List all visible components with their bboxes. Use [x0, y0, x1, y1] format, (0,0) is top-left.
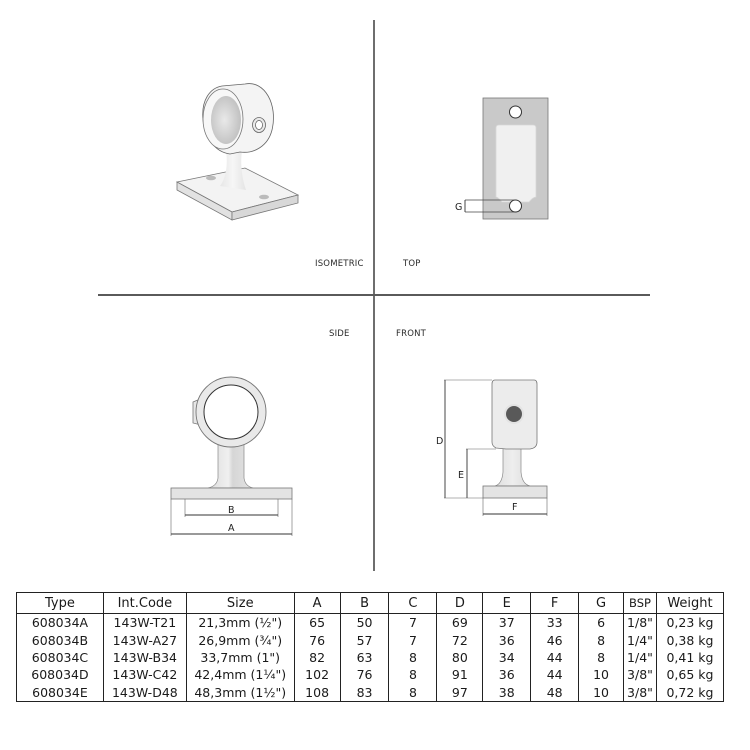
- cell-g: 6: [579, 614, 624, 632]
- cell-c: 7: [389, 631, 437, 648]
- cell-e: 37: [483, 614, 531, 632]
- top-view: [440, 80, 580, 230]
- col-header-b: B: [340, 593, 389, 614]
- dimension-b-label: B: [228, 505, 235, 516]
- cell-b: 50: [340, 614, 389, 632]
- cell-b: 83: [340, 684, 389, 702]
- cell-g: 10: [579, 666, 624, 683]
- cell-e: 38: [483, 684, 531, 702]
- cell-bsp: 1/4": [624, 649, 657, 666]
- label-front: FRONT: [396, 329, 427, 339]
- cell-d: 91: [437, 666, 483, 683]
- table-row: [17, 649, 724, 666]
- col-header-f: F: [531, 593, 579, 614]
- dimension-d-label: D: [436, 436, 444, 447]
- cell-a: 65: [294, 614, 340, 632]
- cell-bsp: 1/4": [624, 631, 657, 648]
- table-header-row: [17, 593, 724, 614]
- cell-e: 36: [483, 631, 531, 648]
- table-row: [17, 666, 724, 683]
- col-header-weight: Weight: [656, 593, 723, 614]
- cell-weight: 0,23 kg: [656, 614, 723, 632]
- table-row: [17, 631, 724, 648]
- table-row: [17, 684, 724, 702]
- cell-c: 8: [389, 684, 437, 702]
- cell-weight: 0,72 kg: [656, 684, 723, 702]
- cell-type: 608034E: [17, 684, 104, 702]
- cell-d: 72: [437, 631, 483, 648]
- dimension-e-label: E: [458, 470, 465, 481]
- specification-table: [16, 592, 724, 702]
- cell-int-code: 143W-C42: [103, 666, 186, 683]
- dimension-g-label: G: [455, 202, 463, 213]
- col-header-c: C: [389, 593, 437, 614]
- cell-f: 44: [531, 666, 579, 683]
- cell-type: 608034D: [17, 666, 104, 683]
- cell-c: 7: [389, 614, 437, 632]
- table-row: [17, 614, 724, 632]
- cell-c: 8: [389, 666, 437, 683]
- cell-size: 42,4mm (1¼"): [186, 666, 294, 683]
- dimension-a-label: A: [228, 523, 235, 534]
- cell-size: 48,3mm (1½"): [186, 684, 294, 702]
- label-side: SIDE: [329, 329, 350, 339]
- cell-b: 57: [340, 631, 389, 648]
- cell-f: 44: [531, 649, 579, 666]
- cell-b: 63: [340, 649, 389, 666]
- cell-g: 8: [579, 631, 624, 648]
- cell-type: 608034C: [17, 649, 104, 666]
- col-header-bsp: BSP: [624, 593, 657, 614]
- dimension-f-label: F: [512, 502, 518, 513]
- cell-g: 10: [579, 684, 624, 702]
- cell-weight: 0,41 kg: [656, 649, 723, 666]
- cell-type: 608034B: [17, 631, 104, 648]
- cell-size: 21,3mm (½"): [186, 614, 294, 632]
- cell-bsp: 1/8": [624, 614, 657, 632]
- cell-weight: 0,38 kg: [656, 631, 723, 648]
- col-header-g: G: [579, 593, 624, 614]
- isometric-view: [150, 60, 330, 230]
- horizontal-divider: [98, 294, 650, 296]
- label-isometric: ISOMETRIC: [315, 259, 364, 269]
- col-header-d: D: [437, 593, 483, 614]
- cell-e: 34: [483, 649, 531, 666]
- cell-int-code: 143W-T21: [103, 614, 186, 632]
- cell-int-code: 143W-A27: [103, 631, 186, 648]
- col-header-int-code: Int.Code: [103, 593, 186, 614]
- cell-bsp: 3/8": [624, 684, 657, 702]
- cell-a: 82: [294, 649, 340, 666]
- cell-size: 33,7mm (1"): [186, 649, 294, 666]
- cell-g: 8: [579, 649, 624, 666]
- cell-bsp: 3/8": [624, 666, 657, 683]
- col-header-e: E: [483, 593, 531, 614]
- cell-d: 69: [437, 614, 483, 632]
- cell-f: 46: [531, 631, 579, 648]
- cell-int-code: 143W-D48: [103, 684, 186, 702]
- side-view: [150, 360, 320, 550]
- cell-size: 26,9mm (¾"): [186, 631, 294, 648]
- cell-d: 97: [437, 684, 483, 702]
- col-header-a: A: [294, 593, 340, 614]
- cell-e: 36: [483, 666, 531, 683]
- col-header-type: Type: [17, 593, 104, 614]
- cell-f: 33: [531, 614, 579, 632]
- label-top: TOP: [403, 259, 421, 269]
- cell-c: 8: [389, 649, 437, 666]
- cell-b: 76: [340, 666, 389, 683]
- cell-f: 48: [531, 684, 579, 702]
- cell-a: 102: [294, 666, 340, 683]
- col-header-size: Size: [186, 593, 294, 614]
- cell-d: 80: [437, 649, 483, 666]
- cell-weight: 0,65 kg: [656, 666, 723, 683]
- cell-a: 108: [294, 684, 340, 702]
- cell-type: 608034A: [17, 614, 104, 632]
- cell-int-code: 143W-B34: [103, 649, 186, 666]
- cell-a: 76: [294, 631, 340, 648]
- front-view: [420, 360, 570, 530]
